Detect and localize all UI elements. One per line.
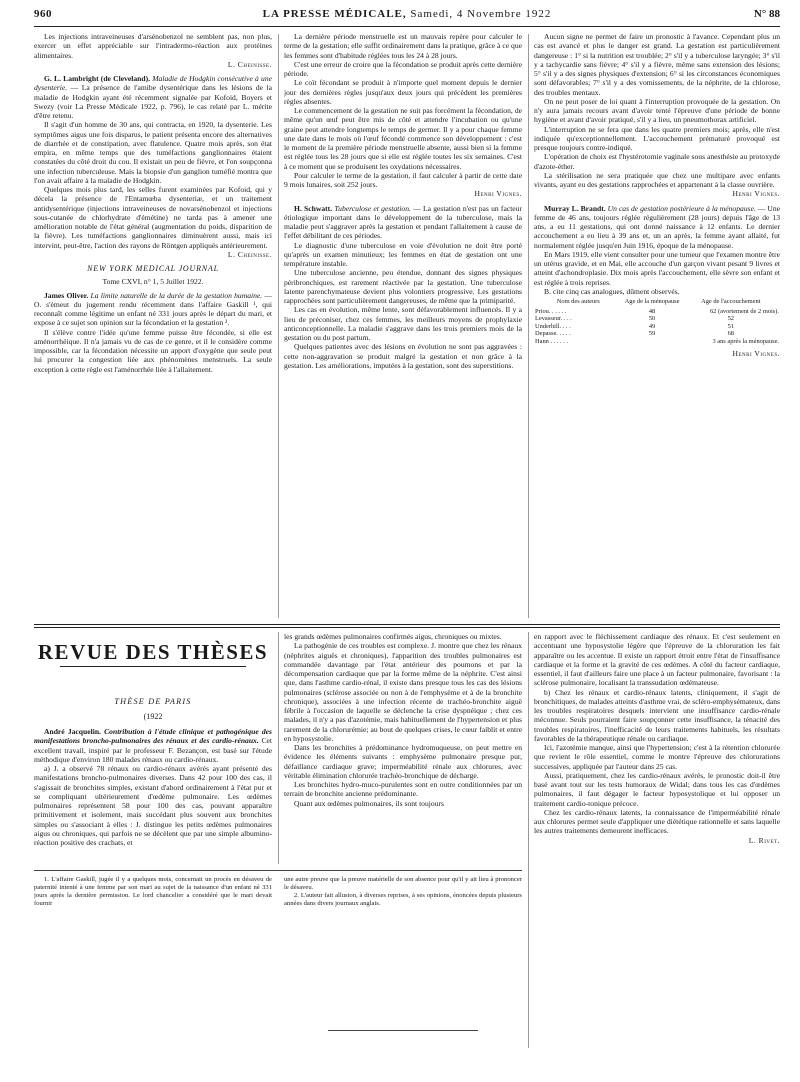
paragraph: Il s'élève contre l'idée qu'une femme puisse être fécondée, si elle est aménorrhéique. Il n'a jamais vu de cas de ce genre, et il le considère comme impossible, car la fécondation nécessite un apport d'oxygène que seule peut lui procurer la congestion liée aux phénomènes menstruels. La seule exception à cette règle est l'aménorrhée liée à l'allaitement.: [34, 327, 272, 374]
page-header: [34, 8, 780, 24]
page-number: 960: [34, 8, 52, 20]
article-schwatt: [284, 204, 522, 241]
paragraph-text: — La gestation n'est pas un facteur étiologique important dans le développement de la tuberculose, mais la maladie peut s'aggraver après la gestation et pendant l'allaitement à cause de l'effet débilitant de ces périodes.: [284, 203, 522, 241]
paragraph: Quant aux œdèmes pulmonaires, ils sont toujours: [294, 798, 444, 808]
article-title: Tuberculose et gestation.: [332, 203, 411, 213]
table-cell: 51: [727, 322, 734, 330]
paragraph-text: — O. s'émeut du jugement rendu récemment dans l'affaire Gaskill ¹, qui reconnaît comme légitime un enfant né 331 jours après le départ du mari, et expose à ce sujet son opinion sur la fécondation et la gestation ².: [34, 290, 272, 328]
end-rule: [328, 1030, 478, 1031]
paragraph: L'interruption ne se fera que dans les quatre premiers mois; après, elle n'est indiquée qu'exceptionnellement. L'accouchement prématuré provoqué est presque toujours contre-indiqué.: [534, 124, 780, 152]
paragraph: Pour calculer le terme de la gestation, il faut calculer à partir de cette date 9 mois lunaires, soit 252 jours.: [284, 170, 522, 189]
paragraph: Le commencement de la gestation ne suit pas forcément la fécondation, de même qu'un œuf peut être mis de côté et attendre l'incubation ou qu'une graine peut attendre longtemps le temps de germer. Il y a pour chaque femme une date dans le mois où l'œuf fécondé commence son développement : c'est le moment de la première période menstruelle absente, aussi bien si la femme est réglée tous les 28 jours que si elle est réglée toutes les six semaines. C'est à ce moment que se produisent les oxydations nécessaires.: [284, 106, 522, 171]
paragraph: On ne peut poser de loi quant à l'interruption provoquée de la gestation. On n'y aura jamais recours avant d'avoir tenté l'épreuve d'une période de bonne hygiène et avant d'avoir pratiqué, s'il y a lieu, un pneumothorax artificiel.: [534, 96, 780, 125]
signature: L. Cheinisse.: [227, 59, 272, 69]
paragraph: Les bronchites hydro-muco-purulentes sont en outre conditionnées par un terrain de bronchite ancienne prédominante.: [284, 780, 522, 799]
paragraph-text: Cet excellent travail, inspiré par le professeur F. Bezançon, est basé sur l'étude méthodique d'environ 180 malades rénaux ou cardio-rénaux.: [34, 736, 272, 764]
paragraph: Ici, l'azotémie manque, ainsi que l'hypertension; c'est à la rétention chlorurée que revient le rôle essentiel, comme le montre l'épreuve des chlorurations successives, appliquée par l'auteur dans 25 cas.: [534, 743, 780, 771]
paragraph: Dans les bronchites à prédominance hydromuqueuse, on peut mettre en évidence les éléments suivants : emphysème pulmonaire presque pur, défaillance cardiaque grave; imperméabilité rénale aux chlorures, avec véritable élimination chlorurée trachéo-bronchique de décharge.: [284, 743, 522, 780]
footnote-text: 1. L'affaire Gaskill, jugée il y a quelques mois, concernait un procès en désaveu de paternité intenté à une femme par son mari au sujet de la naissance d'un enfant né 331 jours après la dernière permission. Le lord chancelier a considéré que le mari devait fournir: [34, 876, 272, 907]
footnote-rule: [34, 870, 522, 871]
footnote-1: [34, 876, 272, 928]
paragraph: en rapport avec le fléchissement cardiaque des rénaux. Et c'est seulement en accentuant une hyposystolie légère que l'épreuve de la chloruration les fait apparaître ou les accentue. Il existe un rapport étroit entre l'état de l'insuffisance cardiaque et la forme et la gravité de ces œdèmes. A côté du facteur cardiaque, essentiel, il faut d'ailleurs faire une place à un facteur pulmonaire, favorisant : la sclérose pulmonaire, localisant la transsudation œdémateuse.: [534, 632, 780, 688]
column-divider: [528, 34, 529, 618]
table-cell: 49: [648, 322, 656, 330]
table-cell: 3 ans après la ménopause.: [712, 337, 779, 345]
column-header: Nom des auteurs: [556, 298, 600, 305]
table-cell: Priou. . . . . .: [535, 307, 567, 315]
article-author: André Jacquelin.: [44, 727, 101, 736]
column-2: [284, 32, 522, 620]
column-3: [534, 32, 780, 620]
footnote-text: une autre preuve que la preuve matérielle de son absence pour qu'il y ait lieu à prononcer le désaveu.: [284, 876, 522, 891]
article-brandt: [534, 204, 780, 250]
tome-line: Tome CXVI, n° 1, 5 Juillet 1922.: [102, 277, 204, 287]
title-underline: [60, 666, 246, 667]
issue-date: Samedi, 4 Novembre 1922: [406, 8, 552, 20]
table-header-row: [534, 298, 780, 308]
revue-column-2: [284, 632, 522, 864]
column-divider: [278, 632, 279, 864]
paragraph: Quelques mois plus tard, les selles furent examinées par Kofoid, qui y décela la présence de l'Entamœba dysenteriæ, et un traitement antidysentérique (injections intraveineuses de novarsénobenzol et injections sous-cutanée de chlorhydrate d'émétine) ne tarda pas à amener une amélioration notable de l'état général (augmentation du poids, disparition de la fièvre). Les tuméfactions ganglionnaires diminuèrent aussi, mais ici intervint, peut-être, l'action des rayons de Röntgen appliqués antérieurement.: [34, 185, 272, 250]
paragraph-text: — La présence de l'amibe dysentérique dans les lésions de la maladie de Hodgkin ayant été récemment signalée par Kofoid, Boyers et Swezy (voir La Presse Médicale 1922, p. 796), le cas relaté par L. mérite d'être retenu.: [34, 83, 272, 120]
journal-name: LA PRESSE MÉDICALE,: [262, 8, 407, 20]
article-title: Contribution à l'étude clinique et pathogénique des manifestations broncho-pulmonaires des rénaux et des cardio-rénaux.: [34, 727, 272, 746]
table-cell: Levasseur. . . .: [535, 315, 572, 323]
paragraph: En Mars 1919, elle vient consulter pour une tumeur que l'examen montre être un utérus gravide, et en Mai, elle accouche d'un garçon vivant pesant 9 livres et atteint d'achondroplasie. Dix mois après l'accouchement, elle sèvre son enfant et est réglée à trois reprises.: [534, 249, 780, 287]
article-author: H. Schwatt.: [294, 203, 333, 213]
paragraph: Une tuberculose ancienne, peu étendue, donnant des signes physiques péribronchiques, est rarement réactivée par la gestation. Une tuberculose latente parenchymateuse devient plus volontiers progressive. Les gestations rapprochées sont particulièrement dangereuses, de même que la primiparité.: [284, 268, 522, 305]
table-row: [534, 315, 780, 323]
paragraph: La stérilisation ne sera pratiquée que chez une multipare avec enfants vivants, ayant eu des gestations rapprochées et appartenant à la classe ouvrière.: [534, 170, 780, 189]
column-1: [34, 32, 272, 620]
paragraph: B. cite cinq cas analogues, dûment observés.: [544, 286, 680, 296]
journal-heading: NEW YORK MEDICAL JOURNAL: [87, 264, 219, 273]
table-cell: Depasse. . . . .: [535, 330, 571, 338]
cases-table: [534, 298, 780, 346]
paragraph: Chez les cardio-rénaux latents, la connaissance de l'imperméabilité rénale aux chlorures permet seule d'appliquer une diététique rationnelle et sans laquelle les autres traitements demeurent inefficaces.: [534, 807, 780, 836]
table-cell: Hann . . . . . .: [535, 337, 569, 345]
paragraph: Il s'agit d'un homme de 30 ans, qui contracta, en 1920, la dysenterie. Les symptômes aigus une fois disparus, le patient présenta encore des alternatives de diarrhée et de constipation, avec flatulence. Quatre mois après, son état empira, en même temps que des tuméfactions ganglionnaires étaient constatées du côté droit du cou. Il existait un peu de fièvre, et l'on soupçonna une infection tuberculeuse. Mais la biopsie d'un ganglion tuméfié montra que l'on avait affaire à la maladie de Hodgkin.: [34, 120, 272, 185]
article-oliver: [34, 291, 272, 328]
section-subtitle: THÈSE DE PARIS: [114, 697, 192, 706]
revue-column-1: [34, 727, 272, 865]
journal-title-line: [34, 8, 780, 20]
footnote-2: [284, 876, 522, 928]
paragraph: La dernière période menstruelle est un mauvais repère pour calculer le terme de la gestation; elle suffit ordinairement dans la pratique, grâce à ce que les femmes sont d'habitude réglées tous les 24 à 28 jours.: [284, 32, 522, 60]
signature: Henri Vignes.: [732, 348, 780, 358]
signature: Henri Vignes.: [474, 189, 522, 199]
paragraph: Les injections intraveineuses d'arsénobenzol ne semblent pas, non plus, exercer un effet appréciable sur l'intradermo-réaction aux protéines alimentaires.: [34, 32, 272, 60]
column-header: Age de la ménopause: [624, 298, 680, 305]
paragraph-text: — Une femme de 46 ans, toujours réglée régulièrement (28 jours) depuis l'âge de 13 ans, a eu 11 gestations, qui ont donné naissance à 12 enfants. Le dernier accouchement a eu lieu à 39 ans et, un an après, la femme ayant allaité, fut normalement réglée jusqu'en Juin 1916, époque de la ménopause.: [534, 203, 780, 250]
paragraph: Quelques patientes avec des lésions en évolution ne sont pas aggravées : cette non-aggravation se produit malgré la gestation et non grâce à la gestation. Les améliorations, imputées à la gestation, sont des superstitions.: [284, 342, 522, 370]
issue-number: N° 88: [753, 8, 780, 20]
article-title: La limite naturelle de la durée de la gestation humaine.: [88, 290, 263, 300]
table-cell: Underhill. . . .: [535, 322, 571, 330]
table-cell: 50: [648, 315, 656, 323]
paragraph: Les cas en évolution, même lente, sont défavorablement influencés. Il y a lieu de préconiser, chez ces femmes, les meilleurs moyens de prophylaxie anticonceptionnelle. La maladie s'aggrave dans les trois premiers mois de la gestation ou du post partum.: [284, 305, 522, 342]
paragraph: C'est une erreur de croire que la fécondation se produit après cette dernière période.: [284, 59, 522, 78]
section-rule: [34, 624, 780, 625]
section-year: (1922: [143, 712, 163, 721]
section-title: REVUE DES THÈSES: [37, 640, 269, 664]
signature: Henri Vignes.: [732, 189, 780, 199]
header-rule: [34, 26, 780, 27]
table-row: [534, 323, 780, 331]
table-row: [534, 338, 780, 346]
paragraph: Aussi, pratiquement, chez les cardio-rénaux avérés, le pronostic doit-il être basé avant tout sur les tests humoraux de Widal; dans tous les cas d'œdèmes pulmonaires, il faut dégager le facteur hyposystolique et lui opposer un traitement cardio-tonique précoce.: [534, 770, 780, 808]
table-cell: 59: [648, 330, 656, 338]
paragraph: Le coït fécondant se produit à n'importe quel moment depuis le dernier jour des dernières règles jusqu'aux deux jours qui précèdent les premières règles absentes.: [284, 78, 522, 106]
table-cell: 48: [648, 307, 656, 315]
column-header: Age de l'accouchement: [701, 298, 761, 305]
paragraph: a) J. a observé 78 rénaux ou cardio-rénaux avérés ayant présenté des manifestations broncho-pulmonaires diverses. Dans 42 pour 100 des cas, il s'agissait de bronchites simples, existant d'abord ordinairement à l'état pur et se compliquant ultérieurement d'œdème pulmonaire. Les œdèmes pulmonaires représentent 58 pour 100 des cas, pouvant apparaître primitivement et isolement, mais succédant plus souvent aux bronchites simples ou s'associant à elles : J. distingue les petits œdèmes pulmonaires aigus ou chroniques, qui parfois ne se décèlent que par une simple albumino-réaction positive des crachats, et: [34, 764, 272, 847]
paragraph: b) Chez les rénaux et cardio-rénaux latents, cliniquement, il s'agit de bronchitiques, de malades atteints d'asthme vrai, de scléro-emphysémateux, dans les troubles respiratoires desquels intervient une insuffisance cardio-rénale méconnue. Seuls pourraient faire soupçonner cette insuffisance, la ténacité des troubles respiratoires, l'inefficacité de leurs traitements habituels, les résultats favorables de la thérapeutique rénale ou cardiaque.: [534, 687, 780, 743]
article-jacquelin: [34, 727, 272, 764]
signature: L. Cheinisse.: [227, 249, 272, 259]
article-title: Un cas de gestation postérieure à la ménopause.: [605, 203, 756, 213]
footnote-text: 2. L'auteur fait allusion, à diverses reprises, à ses opinions, énoncées depuis plusieurs années dans divers journaux anglais.: [284, 892, 522, 907]
paragraph: Aucun signe ne permet de faire un pronostic à l'avance. Cependant plus un cas est avancé et plus le danger est grand. La gestation est particulièrement dangereuse : 1° si la nutrition est troublée; 2° s'il y a tuberculose laryngée; 3° s'il y a tachycardie sans fièvre; 4° s'il y a fièvre, même sans extension des lésions; 5° s'il y a des signes physiques d'extension; 6° si les circonstances économiques sont défavorables; 7° s'il y a des vomissements, de la néphrite, de la chlorose, des troubles mentaux.: [534, 32, 780, 97]
table-row: [534, 308, 780, 316]
section-rule: [34, 627, 780, 628]
article-author: James Oliver.: [44, 290, 89, 300]
column-divider: [528, 632, 529, 1048]
table-cell: [623, 338, 682, 346]
article-author: Murray L. Brandt.: [544, 203, 606, 213]
paragraph: La pathogénie de ces troubles est complexe. J. montre que chez les rénaux (néphrites aiguës et chroniques), l'apparition des troubles pulmonaires est commandée davantage par l'état antérieur des poumons et par la décompensation cardiaque que par la forme même de la néphrite. C'est ainsi que, dans l'asthme cardio-rénal, il existe dans presque tous les cas des lésions pulmonaires (sclérose associée ou non à de l'emphysème et à de la bronchite chronique), associées à une infection récente de trachéo-bronchite aiguë fébrile à l'occasion de laquelle se déclenche la crise dyspnéique ; chez ces malades, il n'y a pas d'azotémie, mais habituellement de l'hypertension et plus rarement de la chlorurémie; au bout de quelques crises, le cœur faiblit et entre en hyposystolie.: [284, 641, 522, 743]
paragraph: Le diagnostic d'une tuberculose en voie d'évolution ne doit être porté qu'après un examen minutieux; les femmes en état de gestation ont une température instable.: [284, 240, 522, 268]
article-title: Maladie de Hodgkin consécutive à une dysenterie.: [34, 74, 272, 93]
revue-column-3: [534, 632, 780, 1052]
article-author: G. L. Lambright (de Cleveland).: [44, 74, 151, 83]
table-row: [534, 330, 780, 338]
table-cell: 62 (avortement de 2 mois).: [709, 307, 779, 315]
signature: L. Rivet.: [748, 835, 780, 845]
table-cell: 52: [727, 315, 734, 323]
table-cell: 68: [727, 330, 734, 338]
paragraph: les grands œdèmes pulmonaires confirmés aigus, chroniques ou mixtes.: [284, 632, 502, 641]
article-lambright: [34, 74, 272, 120]
column-divider: [278, 34, 279, 618]
paragraph: L'opération de choix est l'hystérotomie vaginale sous anesthésie au protoxyde d'azote-éther.: [534, 152, 780, 171]
